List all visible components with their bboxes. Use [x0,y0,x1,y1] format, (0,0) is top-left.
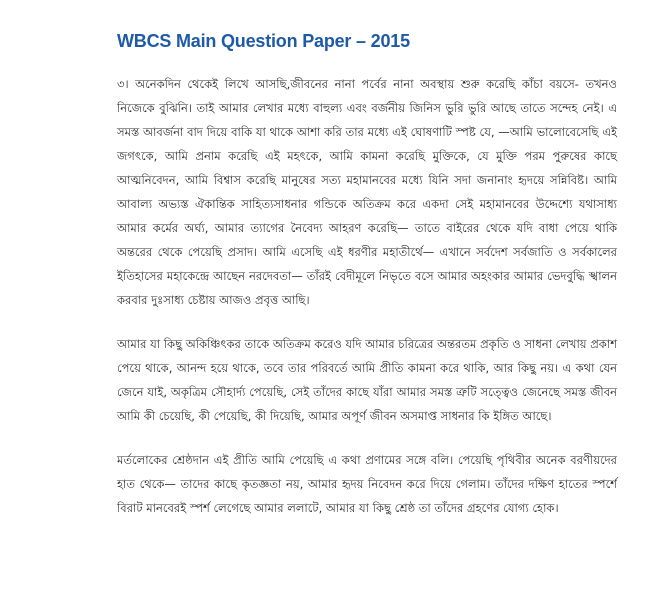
page-title: WBCS Main Question Paper – 2015 [117,31,410,51]
paragraph-2: আমার যা কিছু অকিঞ্চিৎকর তাকে অতিক্রম করেও যদি আমার চরিত্রের অন্তরতম প্রকৃতি ও সাধনা লেখায় প্রকাশ পেয়ে থাকে, আনন্দ হয়ে থাকে, তবে তার পরিবর্তে আমি প্রীতি কামনা করে থাকি, আর কিছু নয়। এ কথা যেন জেনে যাই, অকৃত্রিম সৌহার্দ্য পেয়েছি, সেই তাঁদের কাছে যাঁরা আমার সমস্ত ত্রুটি সত্ত্বেও জেনেছে সমস্ত জীবন আমি কী চেয়েছি, কী পেয়েছি, কী দিয়েছি, আমার অপূর্ণ জীবন অসমাপ্ত সাধনার কি ইঙ্গিত আছে। [117,337,617,423]
paragraph-1: ৩। অনেকদিন থেকেই লিখে আসছি,জীবনের নানা পর্বের নানা অবস্থায় শুরু করেছি কাঁচা বয়সে- তখনও নিজেকে বুঝিনি। তাই আমার লেখার মধ্যে বাহুল্য এবং বর্জনীয় জিনিস ভুরি ভুরি আছে তাতে সন্দেহ নেই। এ সমস্ত আবর্জনা বাদ দিয়ে বাকি যা থাকে আশা করি তার মধ্যে এই ঘোষণাটি স্পষ্ট যে, —আমি ভালোবেসেছি এই জগৎকে, আমি প্রনাম করেছি এই মহৎকে, আমি কামনা করেছি মুক্তিকে, যে মুক্তি পরম পুরুষের কাছে আত্মনিবেদন, আমি বিশ্বাস করেছি মানুষের সত্য মহামানবের মধ্যে যিনি সদা জনানাং হৃদয়ে সন্নিবিষ্ট। আমি আবাল্য অভ্যস্ত ঐকান্তিক সাহিত্যসাধনার গন্ডিকে অতিক্রম করে একদা সেই মহামানবের উদ্দেশ্যে যথাসাধ্য আমার কর্মের অর্ঘ্য, আমার ত্যাগের নৈবেদ্য আহরণ করেছি— তাতে বাইরের থেকে যদি বাধা পেয়ে থাকি অন্তরের থেকে পেয়েছি প্রসাদ। আমি এসেছি এই ধরণীর মহাতীর্থে— এখানে সর্বদেশ সর্বজাতি ও সর্বকালের ইতিহাসের মহাকেন্দ্রে আছেন নরদেবতা— তাঁরই বেদীমূলে নিভৃতে বসে আমার অহংকার আমার ভেদবুদ্ধি স্খালন করবার দুঃসাধ্য চেষ্টায় আজও প্রবৃত্ত আছি। [117,77,617,307]
paragraph-3: মর্তলোকের শ্রেষ্ঠদান এই প্রীতি আমি পেয়েছি এ কথা প্রণামের সঙ্গে বলি। পেয়েছি পৃথিবীর অনেক বরণীয়দের হাত থেকে— তাদের কাছে কৃতজ্ঞতা নয়, আমার হৃদয় নিবেদন করে দিয়ে গেলাম। তাঁদের দক্ষিণ হাতের স্পর্শে বিরাট মানবেরই স্পর্শ লেগেছে আমার ললাটে, আমার যা কিছু শ্রেষ্ঠ তা তাঁদের গ্রহণের যোগ্য হোক। [117,453,617,515]
